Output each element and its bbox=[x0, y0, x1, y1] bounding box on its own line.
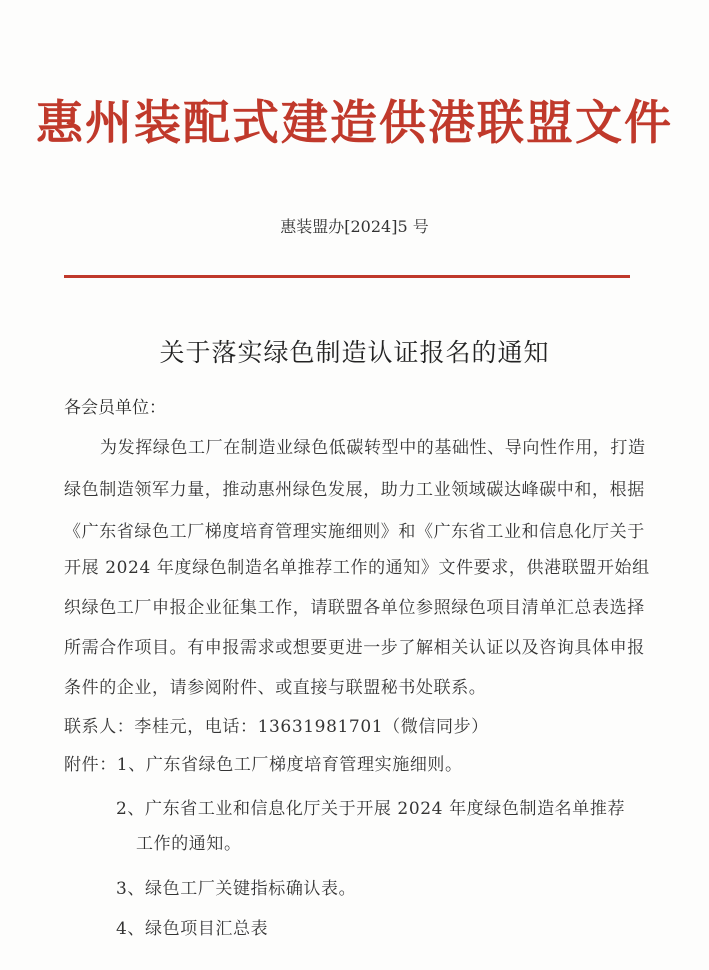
contact-line: 联系人：李桂元，电话：13631981701（微信同步） bbox=[64, 717, 489, 737]
attachment-item: 4、绿色项目汇总表 bbox=[116, 919, 269, 939]
body-paragraph-line: 条件的企业，请参阅附件、或直接与联盟秘书处联系。 bbox=[64, 678, 487, 698]
body-paragraph-line: 开展 2024 年度绿色制造名单推荐工作的通知》文件要求，供港联盟开始组 bbox=[64, 558, 650, 578]
attachment-item-continuation: 工作的通知。 bbox=[136, 834, 242, 854]
attachment-item: 3、绿色工厂关键指标确认表。 bbox=[116, 879, 357, 899]
attachment-item: 2、广东省工业和信息化厅关于开展 2024 年度绿色制造名单推荐 bbox=[116, 799, 626, 819]
salutation: 各会员单位： bbox=[64, 398, 166, 418]
masthead-title: 惠州装配式建造供港联盟文件 bbox=[36, 96, 673, 151]
red-divider-line bbox=[64, 275, 630, 278]
document-number: 惠装盟办[2024]5 号 bbox=[280, 217, 429, 236]
body-paragraph-line: 绿色制造领军力量，推动惠州绿色发展，助力工业领域碳达峰碳中和，根据 bbox=[64, 480, 645, 500]
attachment-item: 附件：1、广东省绿色工厂梯度培育管理实施细则。 bbox=[64, 755, 463, 775]
body-paragraph-line: 为发挥绿色工厂在制造业绿色低碳转型中的基础性、导向性作用，打造 bbox=[100, 438, 646, 458]
notice-title: 关于落实绿色制造认证报名的通知 bbox=[159, 338, 550, 367]
body-paragraph-line: 织绿色工厂申报企业征集工作，请联盟各单位参照绿色项目清单汇总表选择 bbox=[64, 598, 645, 618]
body-paragraph-line: 所需合作项目。有申报需求或想要更进一步了解相关认证以及咨询具体申报 bbox=[64, 638, 645, 658]
body-paragraph-line: 《广东省绿色工厂梯度培育管理实施细则》和《广东省工业和信息化厅关于 bbox=[64, 522, 645, 542]
